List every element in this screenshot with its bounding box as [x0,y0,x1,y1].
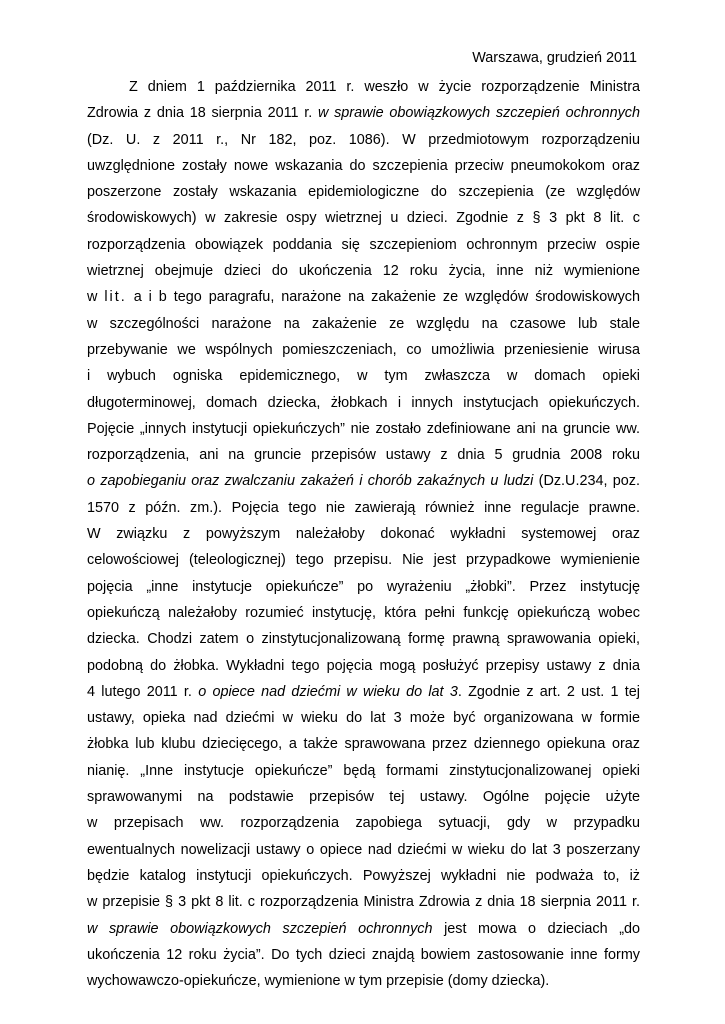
text-line [87,942,640,968]
text-line [87,337,640,363]
text-line [87,758,640,784]
text-line [87,127,640,153]
text-segment: (Dz.U.234, poz. [533,473,640,490]
text-segment: opiekuńczą należałoby rozumieć instytucję, która pełni funkcję opiekuńczą wobec [87,604,640,621]
text-line [87,179,640,205]
text-segment: w szczególności narażone na zakażenie ze względu na czasowe lub stale [87,315,640,332]
text-segment: w przepisie § 3 pkt 8 lit. c rozporządzenia Ministra Zdrowia z dnia 18 sierpnia 2011 r. [87,894,640,911]
italic-text: o zapobieganiu oraz zwalczaniu zakażeń i chorób zakaźnych u ludzi [87,473,534,490]
text-segment: rozporządzenia obowiązek poddania się szczepieniom ochronnym przeciw ospie [87,236,640,253]
text-line [87,653,640,679]
text-segment: w przepisach ww. rozporządzenia zapobiega sytuacji, gdy w przypadku [87,815,640,832]
text-line [87,863,640,889]
text-segment: jest mowa o dzieciach „do [432,920,640,937]
text-segment: przebywanie we wspólnych pomieszczeniach, co umożliwia przeniesienie wirusa [87,341,640,358]
text-line [87,731,640,757]
text-line [87,258,640,284]
text-segment: wietrznej obejmuje dzieci do ukończenia 12 roku życia, inne niż wymienione [87,263,640,280]
text-line [87,390,640,416]
text-segment: długoterminowej, domach dziecka, żłobkach i innych instytucjach opiekuńczych. [87,394,640,411]
text-segment: 1570 z późn. zm.). Pojęcia tego nie zawierają również inne regulacje prawne. [87,499,640,516]
text-segment: sprawowanymi na podstawie przepisów tej ustawy. Ogólne pojęcie użyte [87,789,640,806]
text-segment: poszerzone zostały wskazania epidemiologiczne do szczepienia (ze względów [87,184,640,201]
text-segment: i wybuch ogniska epidemicznego, w tym zwłaszcza w domach opieki [87,368,640,385]
text-segment: ustawy, opieka nad dziećmi w wieku do lat 3 może być organizowana w formie [87,710,640,727]
text-line [87,363,640,389]
text-segment: W związku z powyższym należałoby dokonać wykładni systemowej oraz [87,526,640,543]
text-line [87,889,640,915]
text-segment: ukończenia 12 roku życia”. Do tych dzieci znajdą bowiem zastosowanie inne formy [87,946,640,963]
text-line [87,784,640,810]
text-line [87,837,640,863]
text-segment: rozporządzenia, ani na gruncie przepisów ustawy z dnia 5 grudnia 2008 roku [87,447,640,464]
text-segment: lit. [104,289,127,306]
text-segment: . Zgodnie z art. 2 ust. 1 tej [457,683,641,700]
text-line [87,442,640,468]
text-line [87,574,640,600]
text-line [87,705,640,731]
text-line [87,810,640,836]
text-line [87,311,640,337]
text-line [87,232,640,258]
text-segment: wychowawczo-opiekuńcze, wymienione w tym przepisie (domy dziecka). [87,973,550,990]
text-line [87,916,640,942]
text-line [87,153,640,179]
text-line [87,495,640,521]
text-segment: ewentualnych nowelizacji ustawy o opiece nad dziećmi w wieku do lat 3 poszerzany [87,841,640,858]
text-segment: uwzględnione zostały nowe wskazania do szczepienia przeciw pneumokokom oraz [87,157,640,174]
italic-text: w sprawie obowiązkowych szczepień ochronnych [87,920,433,937]
text-segment: a i b tego paragrafu, narażone na zakażenie ze względów środowiskowych [126,289,640,306]
text-line [87,284,640,310]
text-segment: 4 lutego 2011 r. [87,683,199,700]
text-segment: Z dniem 1 października 2011 r. weszło w życie rozporządzenie Ministra [129,79,640,95]
text-segment: nianię. „Inne instytucje opiekuńcze” będą formami zinstytucjonalizowanej opieki [87,762,640,779]
text-segment: będzie katalog instytucji opiekuńczych. Powyższej wykładni nie podważa to, iż [87,867,640,884]
text-line [87,626,640,652]
text-segment: Zdrowia z dnia 18 sierpnia 2011 r. [87,105,318,122]
text-line [87,521,640,547]
text-line [87,100,640,126]
text-segment: żłobka lub klubu dziecięcego, a także sprawowana przez dziennego opiekuna oraz [87,736,640,753]
text-segment: Pojęcie „innych instytucji opiekuńczych” nie zostało zdefiniowane ani na gruncie ww. [87,420,640,437]
text-line [87,74,640,100]
text-segment: pojęcia „inne instytucje opiekuńcze” po wyrażeniu „żłobki”. Przez instytucję [87,578,640,595]
date-line: Warszawa, grudzień 2011 [472,50,637,66]
text-line [87,600,640,626]
italic-text: w sprawie obowiązkowych szczepień ochronnych [317,105,640,122]
text-segment: dziecka. Chodzi zatem o zinstytucjonalizowaną formę prawną sprawowania opieki, [87,631,640,648]
text-line [87,468,640,494]
body-paragraph [87,74,640,994]
text-line [87,205,640,231]
text-segment: (Dz. U. z 2011 r., Nr 182, poz. 1086). W przedmiotowym rozporządzeniu [87,131,640,148]
text-segment: środowiskowych) w zakresie ospy wietrznej u dzieci. Zgodnie z § 3 pkt 8 lit. c [87,210,640,227]
text-line [87,679,640,705]
text-segment: podobną do żłobka. Wykładni tego pojęcia mogą posłużyć przepisy ustawy z dnia [87,657,640,674]
text-segment: celowościowej (teleologicznej) tego przepisu. Nie jest przypadkowe wymienienie [87,552,640,569]
text-line [87,547,640,573]
text-segment: w [87,289,105,306]
text-line [87,416,640,442]
italic-text: o opiece nad dziećmi w wieku do lat 3 [198,683,458,700]
text-line [87,968,640,994]
